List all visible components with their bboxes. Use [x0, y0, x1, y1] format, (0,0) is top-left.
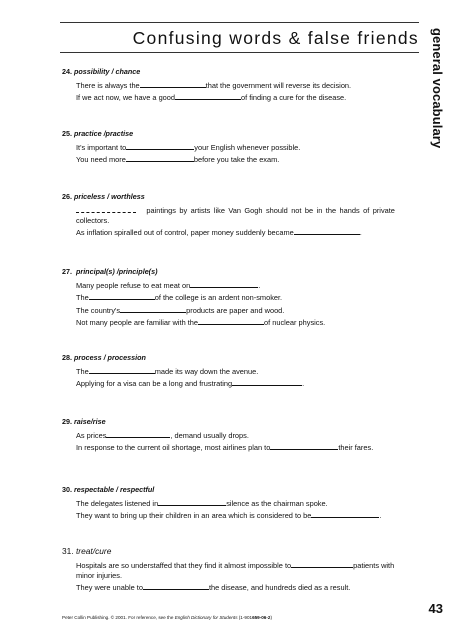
sentence: The delegates listened in silence as the chairman spoke. [76, 498, 328, 508]
side-label [427, 28, 449, 208]
answer-blank[interactable] [190, 281, 258, 288]
sentence: The of the college is an ardent non-smoker. [76, 293, 283, 302]
answer-blank[interactable] [143, 583, 209, 590]
sentence: If we act now, we have a good of finding a cure for the disease. [76, 93, 347, 102]
answer-blank[interactable] [120, 306, 186, 313]
answer-blank[interactable] [232, 379, 302, 386]
sentence: There is always the that the government will reverse its decision. [76, 80, 352, 90]
answer-blank[interactable] [89, 367, 155, 374]
side-label-text: general vocabulary [430, 28, 445, 149]
footer: Peter Collin Publishing. © 2001. For reference, see the English Dictionary for Students (1-901659-06-2) [62, 615, 272, 620]
answer-blank[interactable] [140, 81, 206, 88]
sentence: paintings by artists like Van Gogh should not be in the hands of private [76, 206, 412, 215]
answer-blank[interactable] [126, 155, 194, 162]
answer-blank[interactable] [89, 293, 155, 300]
sentence: They want to bring up their children in an area which is considered to be . [76, 511, 382, 520]
sentence: As prices , demand usually drops. [76, 430, 249, 440]
exercise-27 [62, 266, 412, 327]
sentence: Hospitals are so understaffed that they find it almost impossible to patients with [76, 560, 395, 570]
answer-blank[interactable] [291, 561, 353, 568]
sentence: The country's products are paper and wood. [76, 305, 285, 315]
exercise-26 [62, 191, 412, 237]
exercise-heading: 26. priceless / worthless [62, 192, 145, 201]
title-underline [60, 52, 419, 53]
exercise-28 [62, 352, 412, 388]
sentence-continued: collectors. [76, 215, 110, 225]
sentence: They were unable to the disease, and hundreds died as a result. [76, 583, 351, 592]
sentence: The made its way down the avenue. [76, 366, 259, 376]
sentence: It's important to your English whenever possible. [76, 142, 301, 152]
page-title: Confusing words & false friends [132, 28, 419, 48]
answer-blank[interactable] [76, 207, 136, 213]
answer-blank[interactable] [158, 499, 226, 506]
exercise-heading: 25. practice /practise [62, 129, 134, 138]
exercise-29 [62, 416, 412, 452]
exercise-30 [62, 484, 412, 520]
exercise-heading: 27. principal(s) /principle(s) [62, 267, 158, 276]
sentence-continued: minor injuries. [76, 570, 123, 580]
page-number: 43 [428, 601, 443, 616]
answer-blank[interactable] [311, 511, 379, 518]
exercise-heading: 29. raise/rise [62, 417, 106, 426]
answer-blank[interactable] [270, 443, 338, 450]
top-rule [60, 22, 419, 23]
answer-blank[interactable] [126, 143, 194, 150]
sentence: Applying for a visa can be a long and frustrating . [76, 379, 305, 388]
exercise-heading: 28. process / procession [62, 353, 146, 362]
sentence: In response to the current oil shortage, most airlines plan to their fares. [76, 443, 374, 452]
sentence: You need more before you take the exam. [76, 155, 280, 164]
sentence: Many people refuse to eat meat on . [76, 280, 261, 290]
exercise-heading: 30. respectable / respectful [62, 485, 155, 494]
sentence: As inflation spiralled out of control, paper money suddenly became . [76, 228, 362, 237]
exercise-heading: 24. possibility / chance [62, 67, 141, 76]
exercise-31 [62, 545, 412, 592]
answer-blank[interactable] [175, 93, 241, 100]
answer-blank[interactable] [198, 318, 264, 325]
answer-blank[interactable] [294, 228, 360, 235]
sentence: Not many people are familiar with the of nuclear physics. [76, 318, 326, 327]
exercise-25 [62, 128, 412, 164]
exercise-heading: 31. treat/cure [62, 546, 112, 556]
answer-blank[interactable] [106, 431, 170, 438]
exercise-24 [62, 66, 412, 102]
